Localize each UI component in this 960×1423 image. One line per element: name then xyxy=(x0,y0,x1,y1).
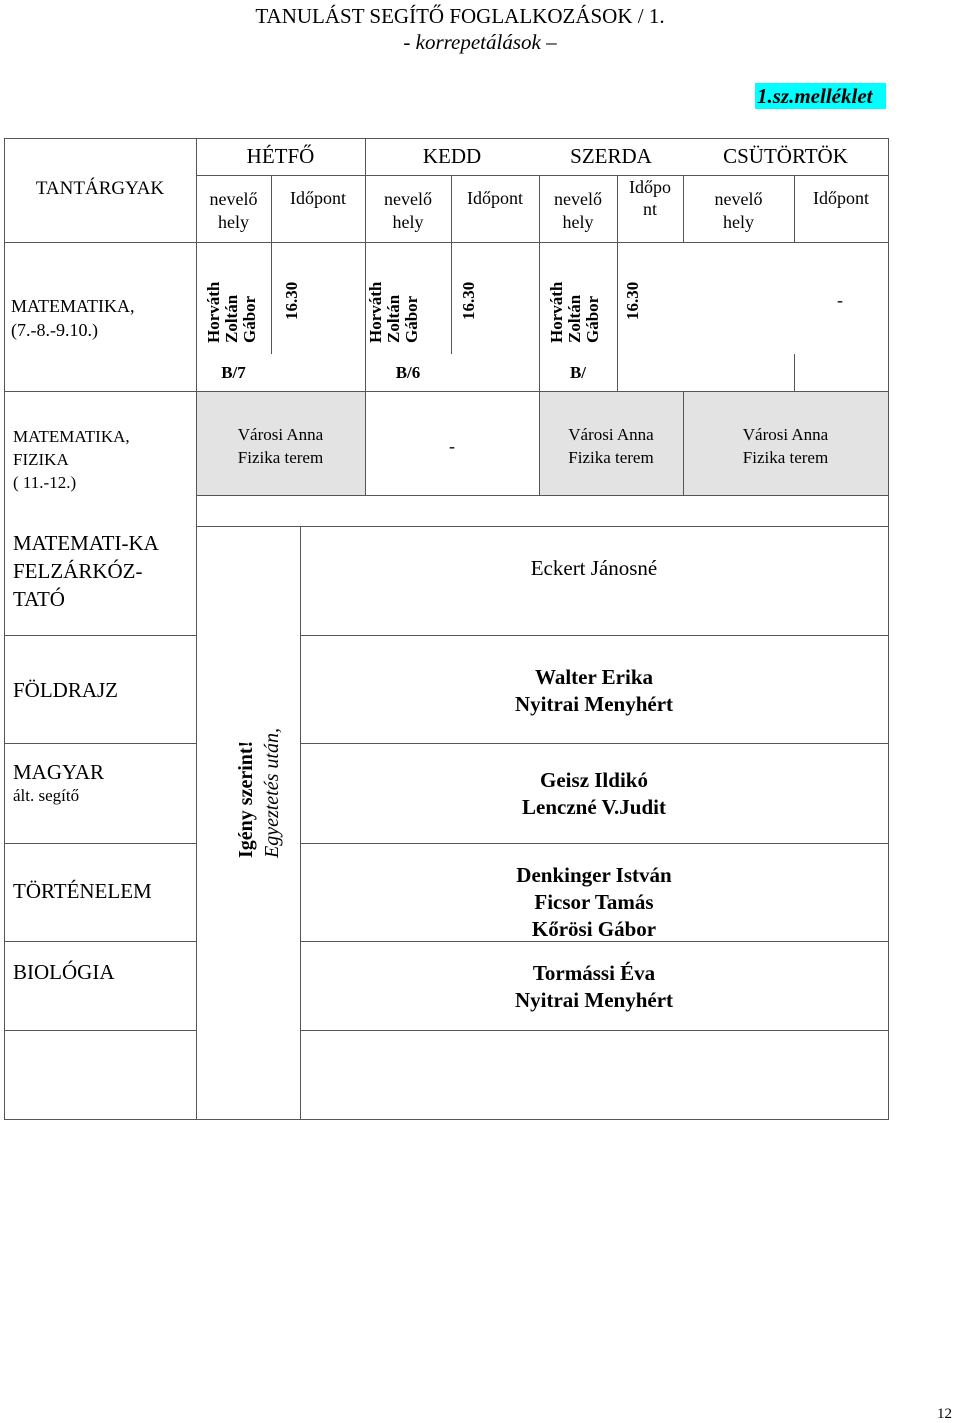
row5-teachers: Geisz Ildikó Lenczné V.Judit xyxy=(522,768,666,819)
row1-subject: MATEMATIKA, (7.-8.-9.10.) xyxy=(11,296,135,340)
row5-subject: MAGYAR ált. segítő xyxy=(13,760,105,805)
day-wednesday: SZERDA xyxy=(570,144,652,168)
subjects-header: TANTÁRGYAK xyxy=(35,178,165,199)
row1-teacher-monday: Horváth Zoltán Gábor xyxy=(204,281,259,343)
day-tuesday: KEDD xyxy=(422,144,482,168)
row2-thursday: Városi Anna Fizika terem xyxy=(742,425,829,467)
col-teacher-place-wed: nevelő hely xyxy=(554,189,602,232)
row1-thursday-dash: - xyxy=(837,290,843,310)
row3-subject: MATEMATI-KA FELZÁRKÓZ- TATÓ xyxy=(13,531,159,611)
col-time-tue: Időpont xyxy=(467,188,523,208)
row7-teachers: Tormássi Éva Nyitrai Menyhért xyxy=(514,961,674,1012)
row1-teacher-wednesday: Horváth Zoltán Gábor xyxy=(547,281,602,343)
col-time-wed: Időpo nt xyxy=(629,177,671,219)
row1-time-wednesday: 16.30 xyxy=(623,281,642,320)
page-number: 12 xyxy=(937,1406,952,1422)
row2-monday: Városi Anna Fizika terem xyxy=(237,425,324,467)
row6-teachers: Denkinger István Ficsor Tamás Kőrösi Gábor xyxy=(516,863,672,941)
row3-teacher: Eckert Jánosné xyxy=(530,556,658,580)
row2-wednesday: Városi Anna Fizika terem xyxy=(568,425,654,467)
col-time-thu: Időpont xyxy=(813,188,869,208)
row7-subject: BIOLÓGIA xyxy=(13,960,115,984)
col-teacher-place-tue: nevelő hely xyxy=(384,189,432,232)
row1-room-monday: B/7 xyxy=(221,363,246,382)
row4-subject: FÖLDRAJZ xyxy=(13,678,119,702)
row1-time-tuesday: 16.30 xyxy=(459,281,478,320)
row1-time-monday: 16.30 xyxy=(282,281,301,320)
col-teacher-place-thu: nevelő hely xyxy=(714,189,763,232)
row1-room-wednesday: B/ xyxy=(569,363,587,382)
annex-label: 1.sz.melléklet xyxy=(757,84,873,108)
availability-note: Igény szerint! Egyeztetés után, xyxy=(235,728,283,858)
row4-teachers: Walter Erika Nyitrai Menyhért xyxy=(514,665,674,716)
col-time-mon: Időpont xyxy=(290,188,346,208)
day-thursday: CSÜTÖRTÖK xyxy=(723,144,848,168)
row6-subject: TÖRTÉNELEM xyxy=(13,879,152,903)
day-monday: HÉTFŐ xyxy=(246,144,315,168)
page-title: TANULÁST SEGÍTŐ FOGLALKOZÁSOK / 1. xyxy=(255,4,665,28)
row1-teacher-tuesday: Horváth Zoltán Gábor xyxy=(366,281,421,343)
row1-room-tuesday: B/6 xyxy=(395,363,421,382)
row2-tuesday-dash: - xyxy=(449,436,455,456)
page-subtitle: - korrepetálások – xyxy=(403,30,557,54)
row2-subject: MATEMATIKA, FIZIKA ( 11.-12.) xyxy=(13,427,130,492)
col-teacher-place-mon: nevelő hely xyxy=(209,189,258,232)
